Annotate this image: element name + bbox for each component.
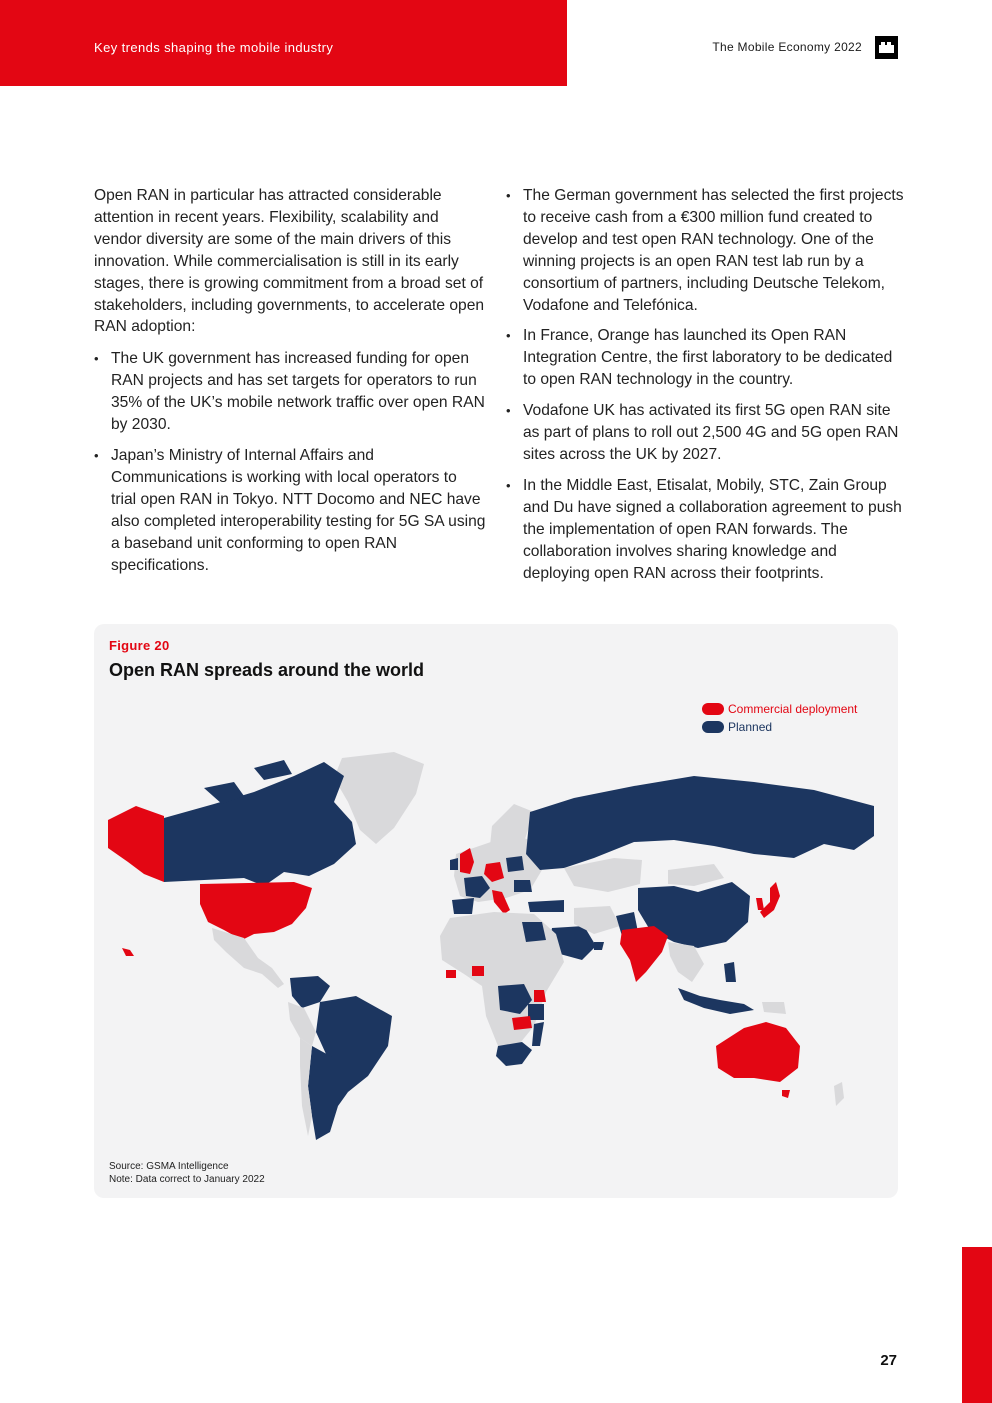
list-item: • In the Middle East, Etisalat, Mobily, STC, Zain Group and Du have signed a collaboration agreement to push the implementation of open RAN forwards. The collaboration involves sharing knowledge and deploying open RAN across their footprints. (506, 475, 906, 585)
world-map (94, 746, 898, 1146)
country-hawaii (122, 948, 134, 956)
side-tab (962, 1247, 992, 1403)
country-egypt (522, 922, 546, 942)
country-ireland (450, 858, 458, 870)
country-zambia (512, 1016, 532, 1030)
legend-planned-label: Planned (728, 720, 773, 734)
right-bullet-list (506, 185, 906, 584)
list-item: • In France, Orange has launched its Open RAN Integration Centre, the first laboratory to be dedicated to open RAN technology in the country. (506, 325, 906, 391)
list-item: • Japan’s Ministry of Internal Affairs and Communications is working with local operators to trial open RAN in Tokyo. NTT Docomo and NEC have also completed interoperability testing for 5G SA using a baseband unit conforming to open RAN specifications. (94, 445, 486, 576)
country-russia (526, 776, 874, 870)
publication-title: The Mobile Economy 2022 (712, 40, 862, 54)
planned-swatch (702, 721, 724, 733)
country-philippines (724, 962, 736, 982)
figure-source: Source: GSMA Intelligence (109, 1161, 229, 1172)
country-nigeria (472, 966, 484, 976)
country-japan (760, 882, 780, 918)
country-ghana (446, 970, 456, 978)
country-turkey (528, 900, 564, 912)
country-alaska (108, 806, 164, 882)
country-tasmania (782, 1090, 790, 1098)
page-number: 27 (880, 1352, 897, 1369)
list-item: • The German government has selected the first projects to receive cash from a €300 million fund created to develop and test open RAN technology. One of the winning projects is an open RAN test lab run by a consortium of partners, including Deutsche Telekom, Vodafone and Telefónica. (506, 185, 906, 316)
right-column (506, 185, 906, 593)
country-mongolia (668, 864, 724, 886)
intro-paragraph: Open RAN in particular has attracted considerable attention in recent years. Flexibility, scalability and vendor diversity are some of the main drivers of this innovation. While commercialisation is still in its early stages, there is growing commitment from a broad set of stakeholders, including governments, to accelerate open RAN adoption: (94, 187, 485, 336)
gsma-logo-icon (875, 36, 898, 59)
country-new-zealand (834, 1082, 844, 1106)
country-india (620, 926, 668, 982)
left-column (94, 185, 486, 585)
legend-commercial-label: Commercial deployment (728, 702, 858, 716)
commercial-swatch (702, 703, 724, 715)
country-south-korea (756, 898, 764, 910)
country-poland (506, 856, 524, 872)
region-se-asia (668, 942, 704, 982)
figure-title: Open RAN spreads around the world (109, 660, 425, 680)
list-item: • The UK government has increased funding for open RAN projects and has set targets for operators to run 35% of the UK’s mobile network traffic over open RAN by 2030. (94, 348, 486, 436)
left-bullet-list (94, 348, 486, 576)
figure-label: Figure 20 (109, 638, 170, 653)
country-kenya (534, 990, 546, 1002)
legend-commercial (702, 700, 857, 718)
map-legend (702, 700, 857, 736)
figure-note: Note: Data correct to January 2022 (109, 1174, 265, 1185)
country-romania (514, 880, 532, 892)
country-png (762, 1002, 786, 1014)
country-tanzania (528, 1004, 544, 1020)
country-australia (716, 1022, 800, 1082)
legend-planned (702, 718, 857, 736)
country-canada (164, 762, 356, 886)
country-indonesia (678, 988, 754, 1014)
country-spain (452, 898, 474, 914)
list-item: • Vodafone UK has activated its first 5G open RAN site as part of plans to roll out 2,500 4G and 5G open RAN sites across the UK by 2027. (506, 400, 906, 466)
region-africa (440, 912, 564, 1048)
section-title: Key trends shaping the mobile industry (94, 40, 334, 55)
country-uae (594, 942, 604, 950)
country-south-africa (496, 1042, 532, 1066)
figure-panel (94, 624, 898, 1198)
